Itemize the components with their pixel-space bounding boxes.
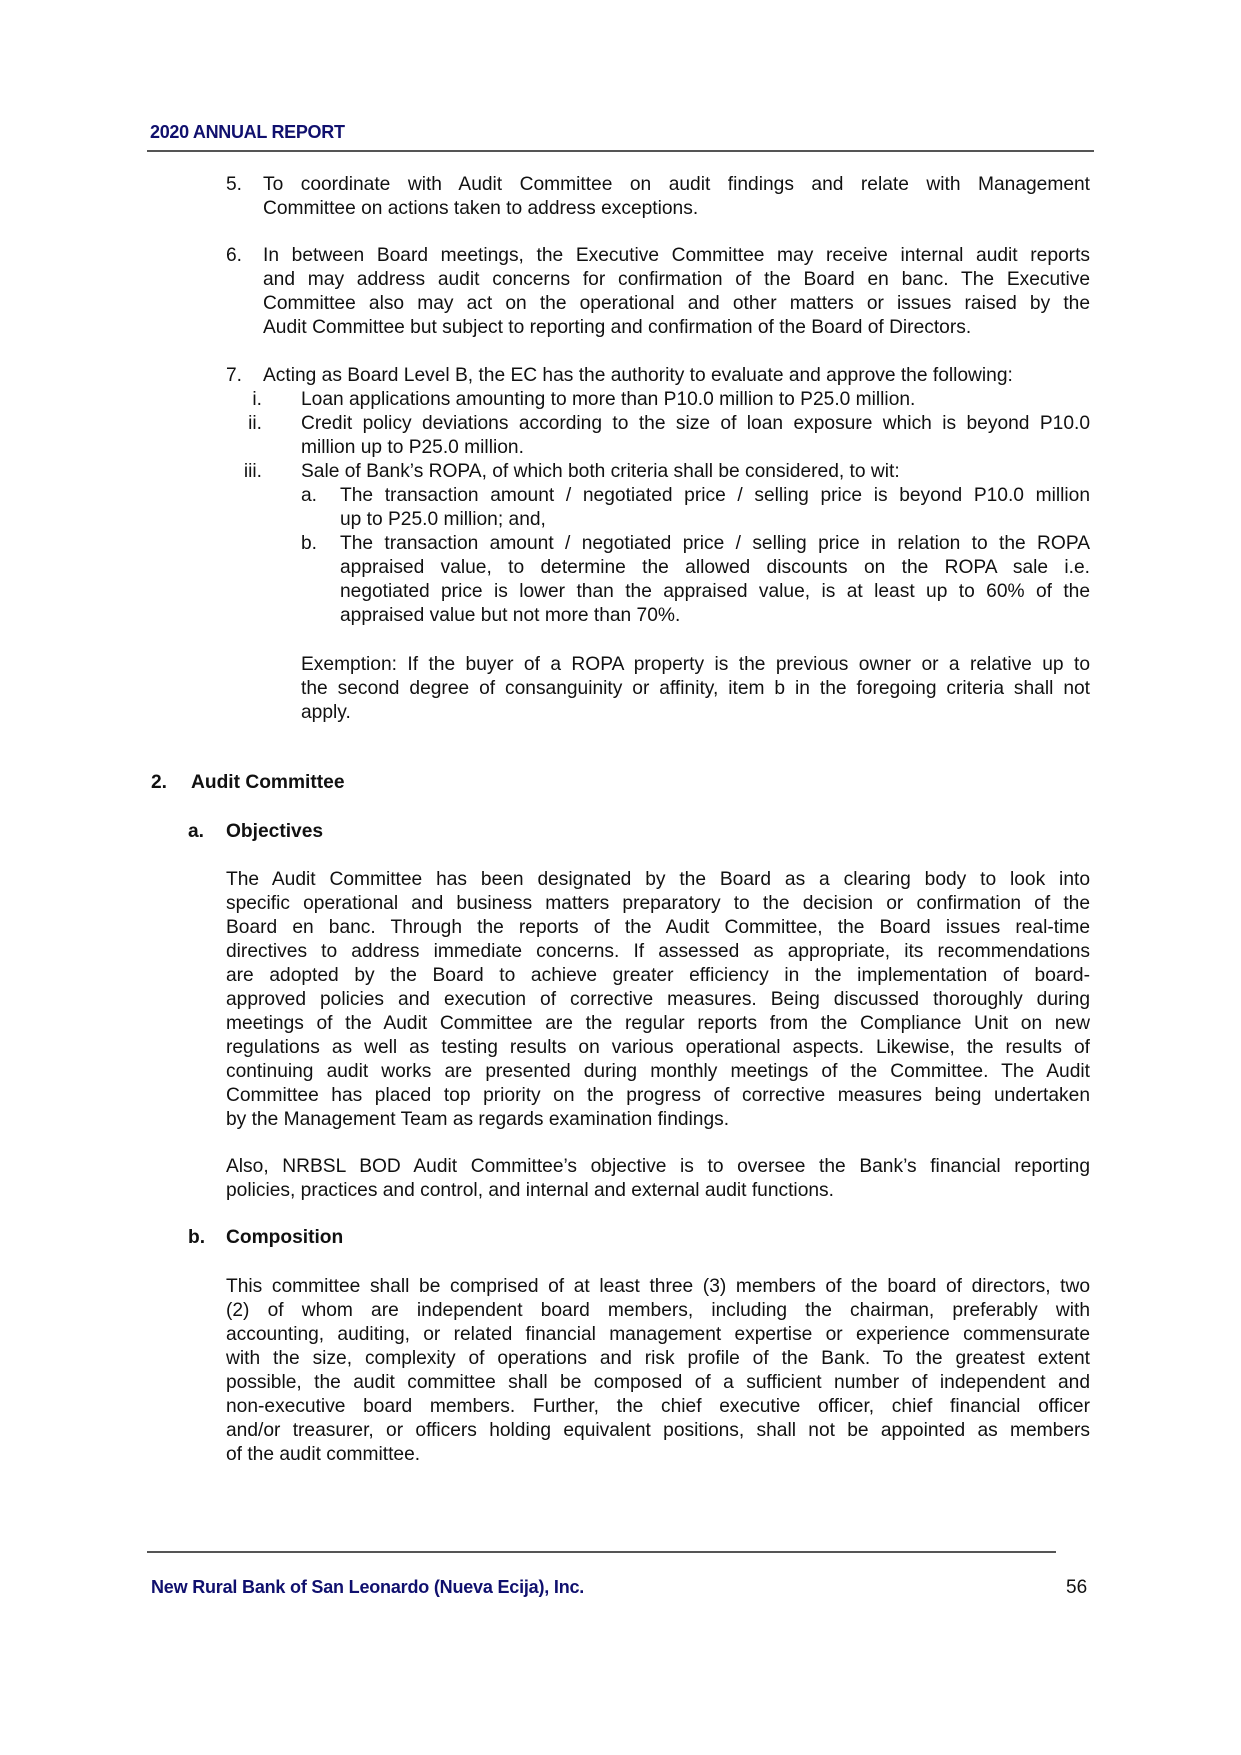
text-line: Acting as Board Level B, the EC has the authority to evaluate and approve the following:: [263, 365, 1013, 386]
text-line: continuing audit works are presented during monthly meetings of the Committee. The Audit: [226, 1061, 1090, 1082]
criteria-label: b.: [301, 533, 318, 554]
text-line: policies, practices and control, and internal and external audit functions.: [226, 1180, 834, 1201]
header-divider: [147, 150, 1094, 152]
text-line: accounting, auditing, or related financial management expertise or experience commensurate: [226, 1324, 1090, 1345]
text-line: regulations as well as testing results on various operational aspects. Likewise, the results of: [226, 1037, 1090, 1058]
text-line: Credit policy deviations according to the size of loan exposure which is beyond P10.0: [301, 413, 1090, 434]
subsection-label: b.: [188, 1227, 206, 1248]
text-line: The transaction amount / negotiated price / selling price is beyond P10.0 million: [340, 485, 1090, 506]
item-number: 6.: [226, 245, 243, 266]
text-line: and may address audit concerns for confirmation of the Board en banc. The Executive: [263, 269, 1090, 290]
roman-numeral: iii.: [243, 461, 262, 482]
text-line: Committee also may act on the operational and other matters or issues raised by the: [263, 293, 1090, 314]
text-line: Board en banc. Through the reports of the Audit Committee, the Board issues real-time: [226, 917, 1090, 938]
item-number: 5.: [226, 174, 243, 195]
text-line: of the audit committee.: [226, 1444, 421, 1465]
text-line: million up to P25.0 million.: [301, 437, 524, 458]
section-title: Audit Committee: [191, 772, 345, 793]
text-line: approved policies and execution of corrective measures. Being discussed thoroughly during: [226, 989, 1090, 1010]
exemption-line: Exemption: If the buyer of a ROPA property is the previous owner or a relative up to: [301, 654, 1090, 675]
text-line: The transaction amount / negotiated price / selling price in relation to the ROPA: [340, 533, 1090, 554]
text-line: specific operational and business matters preparatory to the decision or confirmation of the: [226, 893, 1090, 914]
item-number: 7.: [226, 365, 243, 386]
text-line: To coordinate with Audit Committee on audit findings and relate with Management: [263, 174, 1090, 195]
text-line: non-executive board members. Further, the chief executive officer, chief financial officer: [226, 1396, 1090, 1417]
text-line: appraised value but not more than 70%.: [340, 605, 681, 626]
text-line: directives to address immediate concerns. If assessed as appropriate, its recommendations: [226, 941, 1090, 962]
text-line: appraised value, to determine the allowed discounts on the ROPA sale i.e.: [340, 557, 1090, 578]
page-number: 56: [1066, 1577, 1088, 1598]
text-line: meetings of the Audit Committee are the regular reports from the Compliance Unit on new: [226, 1013, 1090, 1034]
roman-numeral: i.: [252, 389, 262, 410]
text-line: up to P25.0 million; and,: [340, 509, 546, 530]
report-header-title: 2020 ANNUAL REPORT: [150, 122, 345, 142]
subsection-title-composition: Composition: [226, 1227, 344, 1248]
text-line: This committee shall be comprised of at least three (3) members of the board of directors, two: [226, 1276, 1090, 1297]
text-line: with the size, complexity of operations and risk profile of the Bank. To the greatest extent: [226, 1348, 1090, 1369]
text-line: negotiated price is lower than the appraised value, is at least up to 60% of the: [340, 581, 1090, 602]
exemption-line: the second degree of consanguinity or affinity, item b in the foregoing criteria shall not: [301, 678, 1090, 699]
text-line: Committee on actions taken to address exceptions.: [263, 198, 699, 219]
subsection-title-objectives: Objectives: [226, 821, 324, 842]
text-line: In between Board meetings, the Executive Committee may receive internal audit reports: [263, 245, 1090, 266]
footer-divider: [147, 1551, 1056, 1553]
text-line: Also, NRBSL BOD Audit Committee’s objective is to oversee the Bank’s financial reporting: [226, 1156, 1090, 1177]
text-line: are adopted by the Board to achieve greater efficiency in the implementation of board-: [226, 965, 1090, 986]
criteria-label: a.: [301, 485, 318, 506]
footer-bank-name: New Rural Bank of San Leonardo (Nueva Ecija), Inc.: [151, 1577, 585, 1597]
text-line: Committee has placed top priority on the progress of corrective measures being undertaken: [226, 1085, 1090, 1106]
text-line: by the Management Team as regards examination findings.: [226, 1109, 730, 1130]
roman-numeral: ii.: [248, 413, 262, 434]
text-line: Loan applications amounting to more than P10.0 million to P25.0 million.: [301, 389, 916, 410]
text-line: The Audit Committee has been designated by the Board as a clearing body to look into: [226, 869, 1090, 890]
text-line: Audit Committee but subject to reporting and confirmation of the Board of Directors.: [263, 317, 972, 338]
section-number: 2.: [151, 772, 168, 793]
text-line: Sale of Bank’s ROPA, of which both criteria shall be considered, to wit:: [301, 461, 900, 482]
exemption-line: apply.: [301, 702, 351, 723]
subsection-label: a.: [188, 821, 205, 842]
text-line: and/or treasurer, or officers holding equivalent positions, shall not be appointed as members: [226, 1420, 1090, 1441]
text-line: possible, the audit committee shall be composed of a sufficient number of independent and: [226, 1372, 1090, 1393]
text-line: (2) of whom are independent board members, including the chairman, preferably with: [226, 1300, 1090, 1321]
